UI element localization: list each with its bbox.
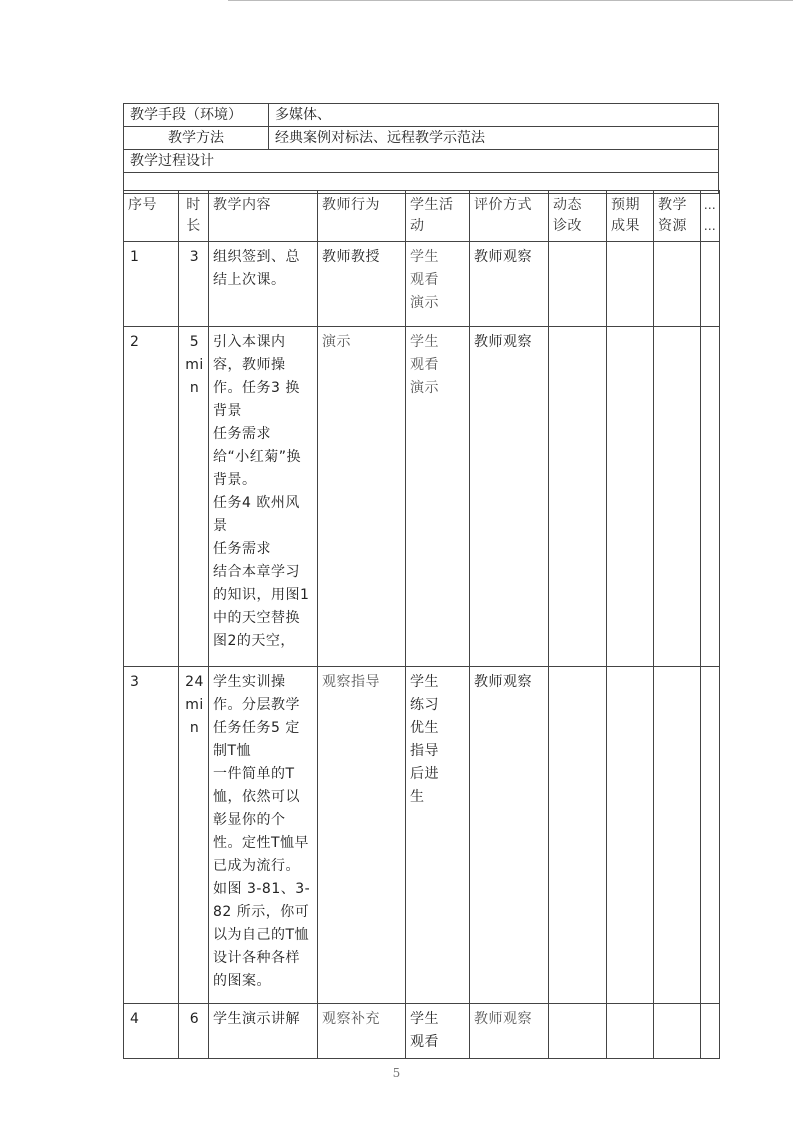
method-value: 经典案例对标法、远程教学示范法: [275, 130, 485, 146]
table-row: [124, 667, 720, 1004]
means-value: 多媒体、: [275, 107, 331, 123]
table-row: [124, 1004, 720, 1059]
row-time: 5min: [179, 327, 209, 667]
row-teacher: 教师教授: [318, 242, 406, 327]
means-label: 教学手段（环境）: [124, 104, 269, 126]
row-eval: 教师观察: [470, 242, 549, 327]
method-row: [123, 126, 719, 149]
means-row: [123, 103, 719, 126]
col-content: 教学内容: [209, 191, 318, 242]
row-content: 组织签到、总结上次课。: [209, 242, 318, 327]
col-time: 时 长: [179, 191, 209, 242]
process-table: [123, 190, 720, 1059]
col-more: … …: [701, 191, 720, 242]
row-teacher: 观察补充: [318, 1004, 406, 1059]
col-eval: 评价方式: [470, 191, 549, 242]
row-content: 学生实训操作。分层教学任务任务5 定制T恤 一件简单的T恤，依然可以彰显你的个性。定性T恤早已成为流行。 如图 3-81、3-82 所示，你可以为自己的T恤设计各种各样的图案。: [209, 667, 318, 1004]
row-student: 学生 观看 演示: [406, 327, 470, 667]
row-teacher: 观察指导: [318, 667, 406, 1004]
row-student: 学生 观看 演示: [406, 242, 470, 327]
row-student: 学生 观看: [406, 1004, 470, 1059]
method-label: 教学方法: [124, 127, 269, 149]
col-expected: 预期 成果: [607, 191, 654, 242]
table-row: [124, 327, 720, 667]
row-no: 1: [124, 242, 179, 327]
row-eval: 教师观察: [470, 327, 549, 667]
row-no: 4: [124, 1004, 179, 1059]
row-teacher: 演示: [318, 327, 406, 667]
column-header-row: [124, 191, 720, 242]
design-title: 教学过程设计: [130, 153, 214, 169]
col-resource: 教学 资源: [654, 191, 701, 242]
row-eval: 教师观察: [470, 667, 549, 1004]
col-teacher: 教师行为: [318, 191, 406, 242]
row-eval: 教师观察: [470, 1004, 549, 1059]
page-number: 5: [392, 1066, 401, 1080]
row-time: 6: [179, 1004, 209, 1059]
row-student: 学生 练习 优生 指导 后进 生: [406, 667, 470, 1004]
col-no: 序号: [124, 191, 179, 242]
row-no: 3: [124, 667, 179, 1004]
page-top-rule: [228, 0, 793, 1]
lesson-header: [123, 103, 719, 194]
row-time: 3: [179, 242, 209, 327]
row-time: 24min: [179, 667, 209, 1004]
row-no: 2: [124, 327, 179, 667]
row-content: 学生演示讲解: [209, 1004, 318, 1059]
col-dynamic: 动态 诊改: [549, 191, 607, 242]
col-student: 学生活 动: [406, 191, 470, 242]
table-row: [124, 242, 720, 327]
row-content: 引入本课内容，教师操作。任务3 换背景 任务需求 给“小红菊”换背景。 任务4 欧州风景 任务需求 结合本章学习的知识，用图1中的天空替换图2的天空，: [209, 327, 318, 667]
design-title-row: [123, 149, 719, 172]
